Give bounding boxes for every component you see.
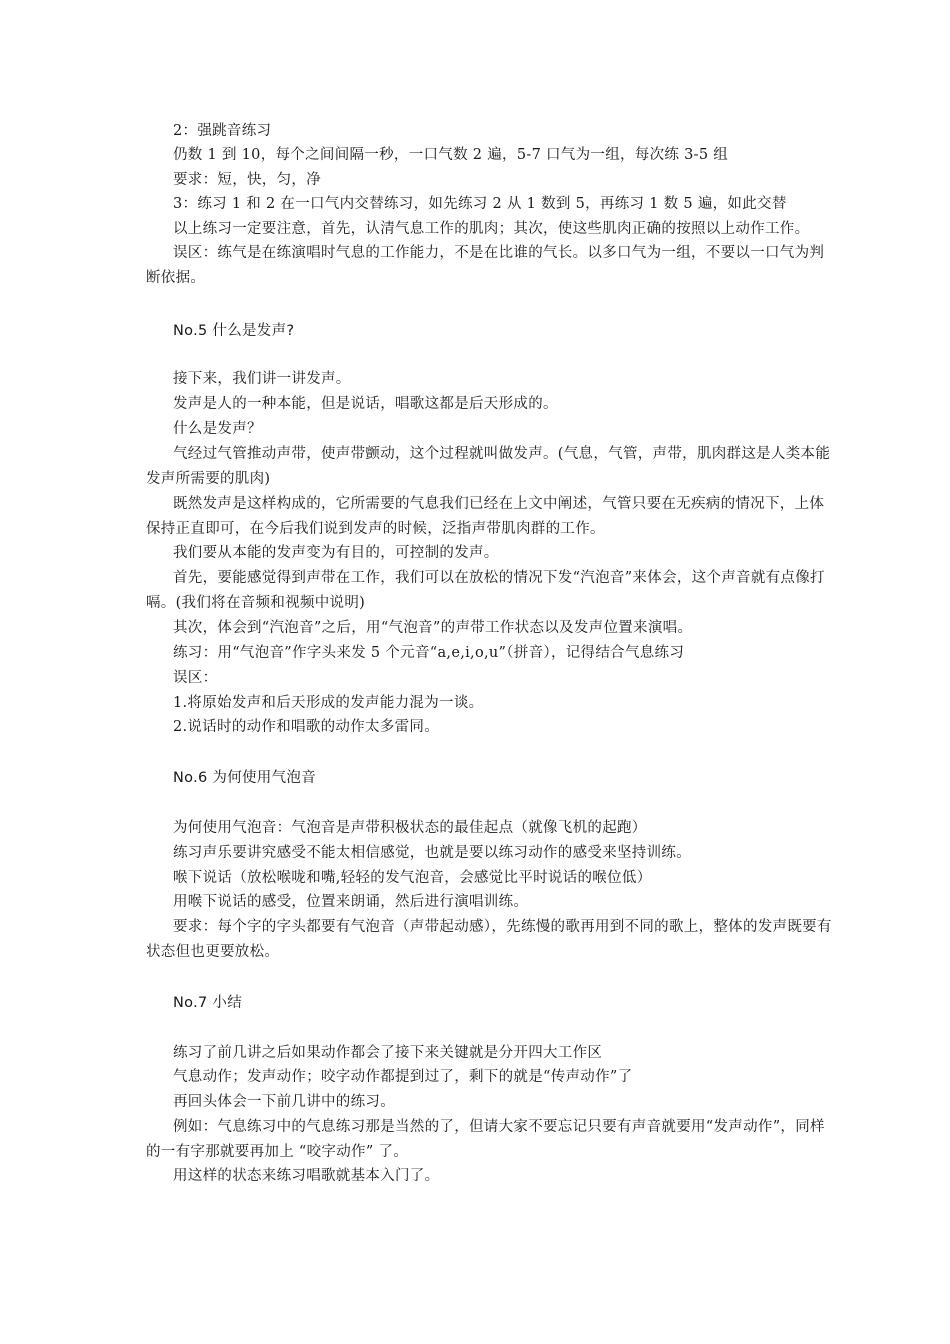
paragraph: 练习：用“气泡音”作字头来发 5 个元音“a,e,i,o,u”（拼音），记得结合气息练习 [173, 645, 685, 661]
paragraph: 气息动作；发声动作；咬字动作都提到过了，剩下的就是“传声动作”了 [173, 1069, 633, 1085]
list-item: 1.将原始发声和后天形成的发声能力混为一谈。 [173, 695, 484, 711]
paragraph: 其次，体会到“汽泡音”之后，用“气泡音”的声带工作状态以及发声位置来演唱。 [173, 620, 693, 636]
paragraph: 的一有字那就要再加上 “咬字动作” 了。 [146, 1144, 409, 1160]
list-item: 2.说话时的动作和唱歌的动作太多雷同。 [173, 719, 440, 735]
paragraph: 状态但也更要放松。 [146, 944, 280, 960]
paragraph: 气经过气管推动声带，使声带颤动，这个过程就叫做发声。(气息，气管，声带，肌肉群这是人类本能 [173, 446, 831, 462]
paragraph: 既然发声是这样构成的，它所需要的气息我们已经在上文中阐述，气管只要在无疾病的情况下，上体 [173, 496, 825, 512]
paragraph: 3：练习 1 和 2 在一口气内交替练习，如先练习 2 从 1 数到 5，再练习 1 数 5 遍，如此交替 [173, 196, 787, 212]
section-heading-no7: No.7 小结 [173, 995, 243, 1011]
paragraph: 保持正直即可，在今后我们说到发声的时候，泛指声带肌肉群的工作。 [146, 521, 605, 537]
paragraph: 断依据。 [146, 270, 206, 286]
section-heading-no6: No.6 为何使用气泡音 [173, 770, 317, 786]
paragraph: 什么是发声？ [173, 421, 262, 437]
paragraph: 以上练习一定要注意，首先，认清气息工作的肌肉；其次，使这些肌肉正确的按照以上动作工作。 [173, 221, 810, 237]
paragraph: 练习了前几讲之后如果动作都会了接下来关键就是分开四大工作区 [173, 1045, 603, 1061]
paragraph: 发声所需要的肌肉) [146, 471, 271, 487]
paragraph: 为何使用气泡音：气泡音是声带积极状态的最佳起点（就像飞机的起跑） [173, 820, 647, 836]
paragraph: 练习声乐要讲究感受不能太相信感觉，也就是要以练习动作的感受来坚持训练。 [173, 845, 691, 861]
paragraph: 要求：短，快，匀，净 [173, 172, 321, 188]
paragraph: 再回头体会一下前几讲中的练习。 [173, 1094, 395, 1110]
paragraph: 用这样的状态来练习唱歌就基本入门了。 [173, 1168, 440, 1184]
exercise-2-title: 2：强跳音练习 [173, 123, 272, 139]
paragraph: 仍数 1 到 10，每个之间间隔一秒，一口气数 2 遍，5-7 口气为一组，每次练 3-5 组 [173, 147, 729, 163]
section-heading-no5: No.5 什么是发声? [173, 323, 295, 339]
paragraph: 用喉下说话的感受，位置来朗诵，然后进行演唱训练。 [173, 894, 529, 910]
paragraph: 误区： [173, 670, 218, 686]
paragraph: 要求：每个字的字头都要有气泡音（声带起动感），先练慢的歌再用到不同的歌上，整体的发声既要有 [173, 919, 832, 935]
paragraph: 误区：练气是在练演唱时气息的工作能力，不是在比谁的气长。以多口气为一组，不要以一口气为判 [173, 245, 825, 261]
paragraph: 喉下说话（放松喉咙和嘴,轻轻的发气泡音，会感觉比平时说话的喉位低） [173, 870, 652, 886]
paragraph: 接下来，我们讲一讲发声。 [173, 371, 351, 387]
paragraph: 我们要从本能的发声变为有目的，可控制的发声。 [173, 545, 499, 561]
paragraph: 发声是人的一种本能，但是说话，唱歌这都是后天形成的。 [173, 396, 558, 412]
paragraph: 例如：气息练习中的气息练习那是当然的了，但请大家不要忘记只要有声音就要用“发声动作”，同样 [173, 1119, 825, 1135]
paragraph: 首先，要能感觉得到声带在工作，我们可以在放松的情况下发“汽泡音”来体会，这个声音就有点像打 [173, 570, 825, 586]
paragraph: 嗝。(我们将在音频和视频中说明) [146, 595, 366, 611]
